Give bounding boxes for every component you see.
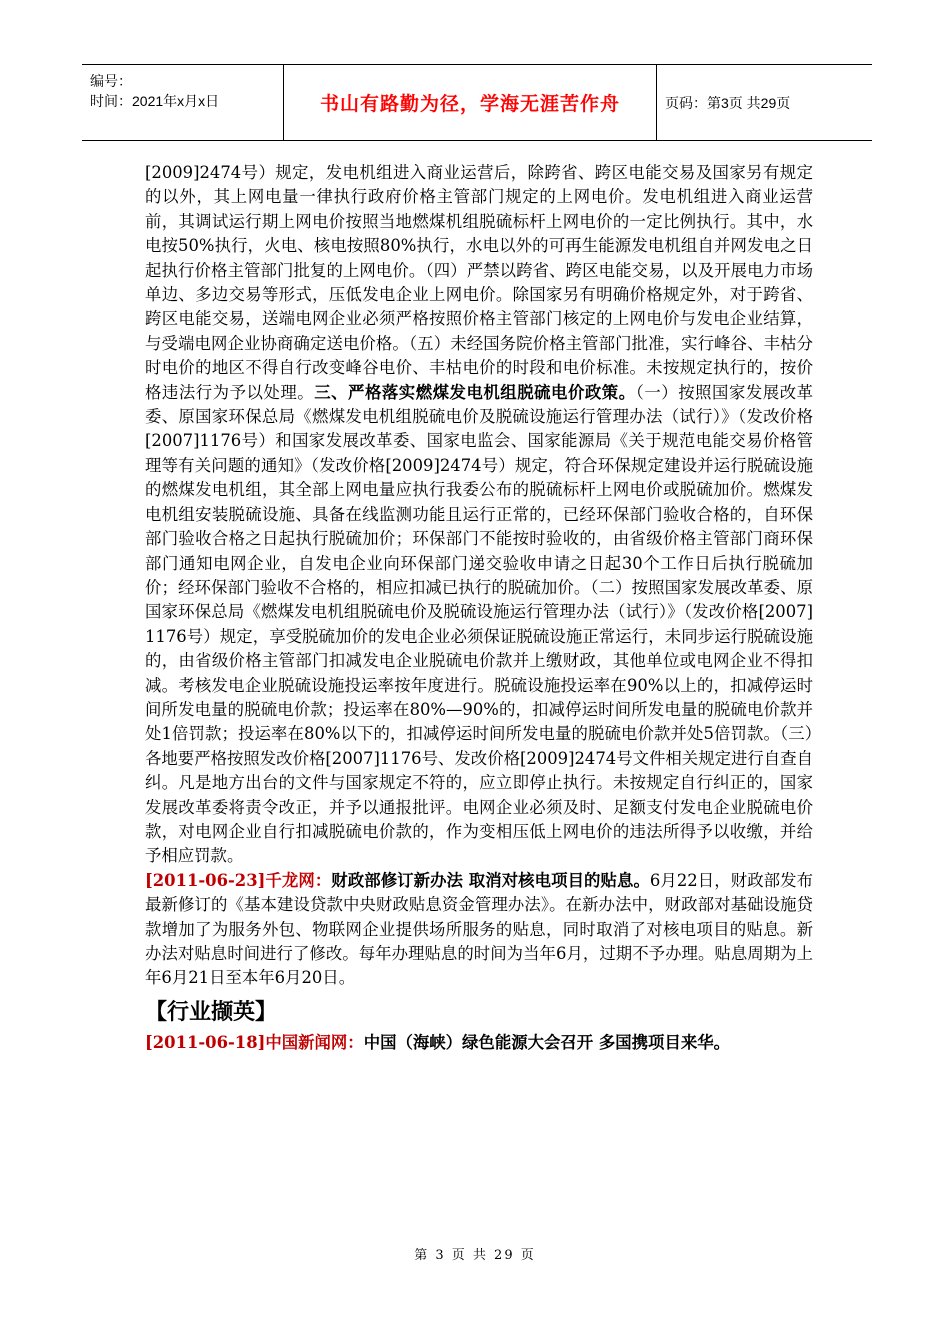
news-item — [145, 1031, 813, 1055]
paragraph-text: （一）按照国家发展改革委、原国家环保总局《燃煤发电机组脱硫电价及脱硫设施运行管理办法（试行）》（发改价格[2007]1176号）和国家发展改革委、国家电监会、国家能源局《关于规范电能交易价格管理等有关问题的通知》（发改价格[2009]2474号）规定，符合环保规定建设并运行脱硫设施的燃煤发电机组，其全部上网电量应执行我委公布的脱硫标杆上网电价或脱硫加价。燃煤发电机组安装脱硫设施、具备在线监测功能且运行正常的，已经环保部门验收合格的，自环保部门验收合格之日起执行脱硫加价；环保部门不能按时验收的，由省级价格主管部门商环保部门通知电网企业，自发电企业向环保部门递交验收申请之日起30个工作日后执行脱硫加价；经环保部门验收不合格的，相应扣减已执行的脱硫加价。（二）按照国家发展改革委、原国家环保总局《燃煤发电机组脱硫电价及脱硫设施运行管理办法（试行）》（发改价格[2007]1176号）规定，享受脱硫加价的发电企业必须保证脱硫设施正常运行，未同步运行脱硫设施的，由省级价格主管部门扣减发电企业脱硫电价款并上缴财政，其他单位或电网企业不得扣减。考核发电企业脱硫设施投运率按年度进行。脱硫设施投运率在90%以上的，扣减停运时间所发电量的脱硫电价款；投运率在80%—90%的，扣减停运时间所发电量的脱硫电价款并处1倍罚款；投运率在80%以下的，扣减停运时间所发电量的脱硫电价款并处5倍罚款。（三）各地要严格按照发改价格[2007]1176号、发改价格[2009]2474号文件相关规定进行自查自纠。凡是地方出台的文件与国家规定不符的，应立即停止执行。未按规定自行纠正的，国家发展改革委将责令改正，并予以通报批评。电网企业必须及时、足额支付发电企业脱硫电价款，对电网企业自行扣减脱硫电价款的，作为变相压低上网电价的违法所得予以收缴，并给予相应罚款。 — [145, 382, 814, 866]
paragraph-text: [2009]2474号）规定，发电机组进入商业运营后，除跨省、跨区电能交易及国家另有规定的以外，其上网电量一律执行政府价格主管部门规定的上网电价。发电机组进入商业运营前，其调试运行期上网电价按照当地燃煤机组脱硫标杆上网电价的一定比例执行。其中，水电按50%执行，火电、核电按照80%执行，水电以外的可再生能源发电机组自并网发电之日起执行价格主管部门批复的上网电价。（四）严禁以跨省、跨区电能交易，以及开展电力市场单边、多边交易等形式，压低发电企业上网电价。除国家另有明确价格规定外，对于跨省、跨区电能交易，送端电网企业必须严格按照价格主管部门核定的上网电价与发电企业结算，与受端电网企业协商确定送电价格。（五）未经国务院价格主管部门批准，实行峰谷、丰枯分时电价的地区不得自行改变峰谷电价、丰枯电价的时段和电价标准。未按规定执行的，按价格违法行为予以处理。 — [145, 163, 813, 402]
document-number-label: 编号： — [90, 73, 132, 89]
news-item — [145, 869, 813, 991]
news-text: 6月22日，财政部发布最新修订的《基本建设贷款中央财政贴息资金管理办法》。在新办法中，财政部对基础设施贷款增加了为服务外包、物联网企业提供场所服务的贴息，同时取消了对核电项目的贴息。新办法对贴息时间进行了修改。每年办理贴息的时间为当年6月，过期不予办理。贴息周期为上年6月21日至本年6月20日。 — [145, 870, 813, 988]
document-time-label: 时间：2021年x月x日 — [90, 93, 220, 109]
page-footer: 第 3 页 共 29 页 — [414, 1248, 536, 1263]
page-header — [82, 64, 872, 141]
section-heading-inline: 三、严格落实燃煤发电机组脱硫电价政策。 — [314, 382, 636, 402]
news-source-tag: [2011-06-23]千龙网： — [145, 870, 332, 890]
section-title: 【行业撷英】 — [145, 999, 278, 1025]
header-page-info: 页码：第3页 共29页 — [665, 94, 791, 111]
news-headline: 中国（海峡）绿色能源大会召开 多国携项目来华。 — [363, 1033, 731, 1053]
news-headline: 财政部修订新办法 取消对核电项目的贴息。 — [331, 870, 650, 890]
news-source-tag: [2011-06-18]中国新闻网： — [145, 1033, 364, 1053]
paragraph-policy — [145, 161, 813, 869]
header-motto: 书山有路勤为径，学海无涯苦作舟 — [284, 65, 657, 140]
document-body — [145, 161, 813, 1056]
header-meta — [82, 65, 284, 140]
